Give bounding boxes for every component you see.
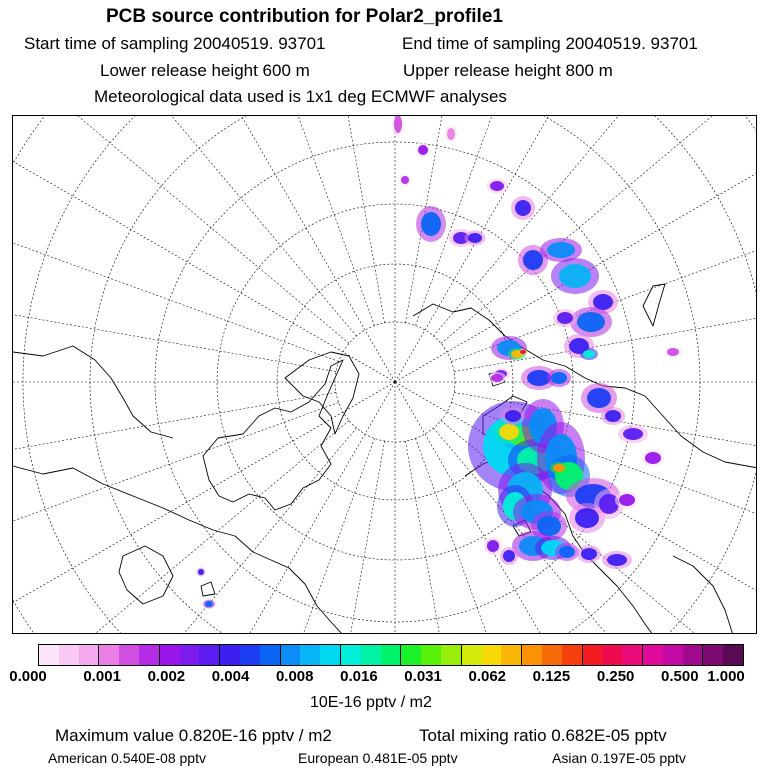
plume-cell	[198, 569, 204, 575]
colorbar-tick-label: 0.000	[9, 668, 47, 685]
map-canvas	[13, 116, 757, 634]
colorbar-segment	[542, 645, 562, 665]
plume-cell	[418, 145, 428, 155]
colorbar-segment	[441, 645, 462, 665]
colorbar-segment	[381, 645, 402, 665]
plume-cell	[607, 554, 627, 566]
plume-cell	[583, 350, 595, 358]
plume-cell	[515, 200, 531, 216]
met-data-label: Meteorological data used is 1x1 deg ECMWF analyses	[94, 87, 507, 106]
colorbar-tick-label: 0.016	[340, 668, 378, 685]
colorbar-segment	[562, 645, 583, 665]
plume-cell	[421, 212, 441, 236]
colorbar-tick-label: 1.000	[707, 668, 745, 685]
plume-cell	[468, 233, 482, 243]
plume-cell	[499, 424, 519, 440]
meridian-line	[13, 116, 395, 382]
colorbar-segment	[199, 645, 220, 665]
colorbar-tick-label: 0.001	[83, 668, 121, 685]
colorbar-segment	[643, 645, 663, 665]
meridian-line	[239, 116, 385, 323]
colorbar-segment	[119, 645, 139, 665]
plume-cell	[623, 428, 643, 440]
plume-cell	[557, 312, 573, 324]
colorbar-tick-label: 0.125	[532, 668, 571, 685]
colorbar-tick-label: 0.500	[661, 668, 699, 685]
colorbar-segment	[421, 645, 441, 665]
plume-cell	[645, 452, 661, 464]
plume-cell	[523, 250, 543, 270]
plot-title: PCB source contribution for Polar2_profile1	[106, 6, 503, 27]
colorbar-tick-label: 0.031	[404, 668, 442, 685]
colorbar-segment	[723, 645, 743, 665]
colorbar-tick-label: 0.250	[596, 668, 635, 685]
meridian-line	[13, 421, 349, 634]
plume-cell	[619, 494, 635, 506]
colorbar-segment	[180, 645, 200, 665]
plume-cell	[553, 464, 565, 472]
colorbar-segment	[341, 645, 361, 665]
colorbar-segment	[401, 645, 421, 665]
plume-cell	[547, 242, 575, 258]
meridian-line	[13, 392, 336, 538]
coast-kamchatka	[643, 284, 665, 326]
plume-cell	[487, 540, 499, 552]
colorbar-segment	[462, 645, 482, 665]
plume-cell	[559, 264, 591, 288]
coast-islands	[201, 372, 537, 596]
plume-cell	[559, 546, 575, 558]
plume-cell	[490, 181, 504, 191]
plume-cell	[503, 550, 515, 562]
coast-alaska	[13, 346, 173, 438]
total-mixing-ratio-label: Total mixing ratio 0.682E-05 pptv	[419, 726, 667, 745]
colorbar-segment	[663, 645, 683, 665]
plume-cell	[505, 410, 521, 422]
european-contribution: European 0.481E-05 pptv	[298, 750, 458, 766]
colorbar-segment	[281, 645, 301, 665]
meridian-line	[416, 116, 703, 326]
plume-cell	[401, 176, 409, 184]
colorbar-segment	[683, 645, 704, 665]
colorbar-segment	[79, 645, 100, 665]
plume-cell	[605, 410, 621, 422]
maximum-value-label: Maximum value 0.820E-16 pptv / m2	[55, 726, 332, 745]
colorbar-tick-label: 0.062	[468, 668, 507, 685]
plume-cell	[575, 508, 599, 528]
colorbar-segment	[622, 645, 643, 665]
plume-cell	[577, 312, 605, 332]
colorbar-tick-label: 0.008	[275, 668, 314, 685]
american-contribution: American 0.540E-08 pptv	[48, 750, 206, 766]
colorbar-segment	[99, 645, 119, 665]
plume-cell	[667, 348, 679, 356]
plume-cell	[551, 372, 567, 384]
upper-height-label: Upper release height 800 m	[403, 61, 613, 80]
meridian-line	[13, 116, 349, 343]
meridian-line	[13, 116, 395, 382]
colorbar-tick-label: 0.004	[211, 668, 250, 685]
colorbar-segment	[583, 645, 603, 665]
colorbar-segment	[139, 645, 160, 665]
colorbar-segment	[602, 645, 622, 665]
colorbar-segment	[320, 645, 341, 665]
colorbar-segment	[260, 645, 281, 665]
colorbar-segment	[703, 645, 723, 665]
plume-cell	[581, 548, 597, 560]
colorbar-segment	[300, 645, 320, 665]
latitude-circle	[23, 116, 757, 634]
end-time-label: End time of sampling 20040519. 93701	[402, 34, 698, 53]
plume-cell	[205, 601, 213, 607]
colorbar-segment	[59, 645, 79, 665]
colorbar-unit: 10E-16 pptv / m2	[310, 694, 432, 711]
colorbar-segment	[501, 645, 522, 665]
coast-canada	[13, 466, 343, 634]
start-time-label: Start time of sampling 20040519. 93701	[24, 34, 326, 53]
polar-map	[12, 115, 757, 634]
plume-cell	[447, 128, 455, 140]
plume-cell	[520, 350, 526, 354]
meridian-line	[13, 403, 339, 634]
meridian-line	[87, 438, 374, 634]
meridian-line	[13, 428, 356, 634]
concentration-field	[197, 116, 683, 609]
meridian-line	[87, 116, 374, 326]
coast-south-asia	[673, 556, 733, 634]
lower-height-label: Lower release height 600 m	[100, 61, 310, 80]
plume-cell	[491, 374, 503, 382]
colorbar-segment	[361, 645, 381, 665]
graticule	[13, 116, 757, 634]
asian-contribution: Asian 0.197E-05 pptv	[552, 750, 686, 766]
colorbar-segment	[39, 645, 59, 665]
colorbar-segment	[220, 645, 240, 665]
colorbar	[38, 644, 744, 666]
colorbar-segment	[240, 645, 260, 665]
coast-arctic-archipelago	[203, 360, 343, 510]
colorbar-segment	[160, 645, 180, 665]
plume-cell	[587, 388, 611, 408]
colorbar-segment	[522, 645, 542, 665]
colorbar-tick-label: 0.002	[147, 668, 186, 685]
colorbar-segment	[482, 645, 502, 665]
